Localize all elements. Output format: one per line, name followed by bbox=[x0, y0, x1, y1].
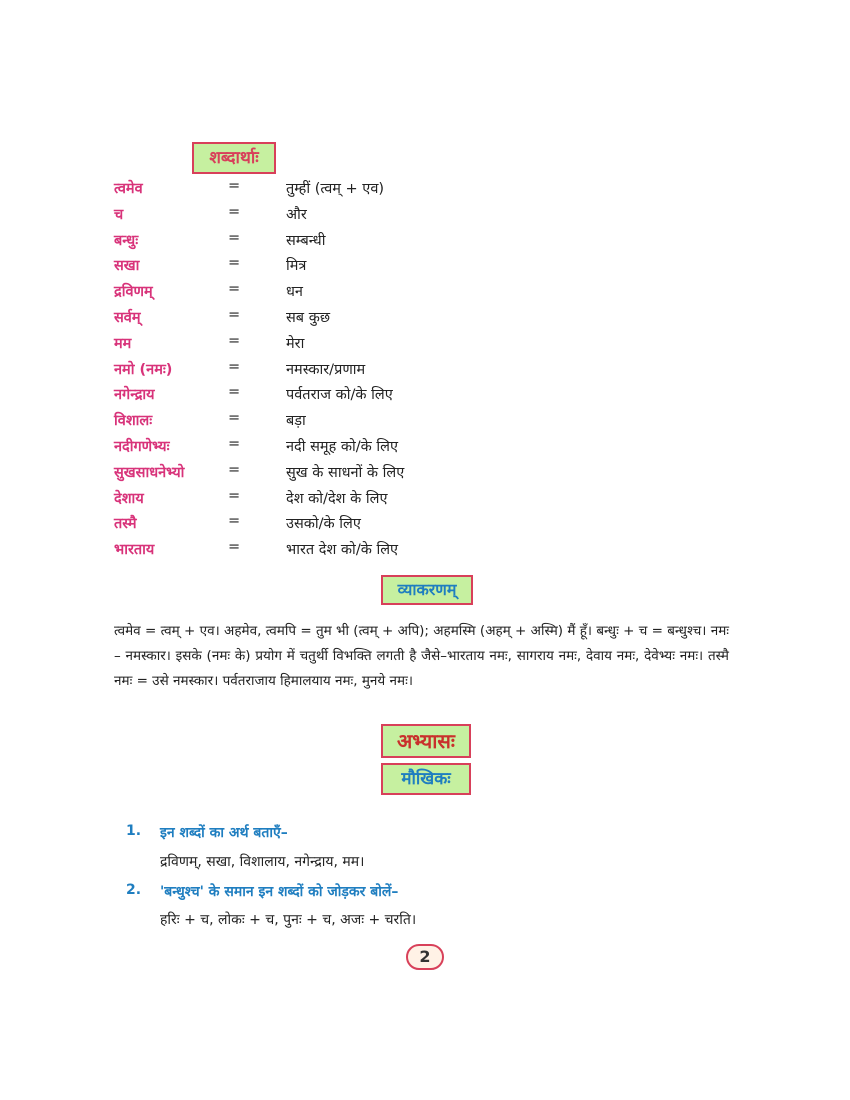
glossary-meaning: भारत देश को/के लिए bbox=[286, 542, 399, 559]
glossary-meaning: देश को/देश के लिए bbox=[286, 490, 388, 507]
glossary-word: त्वमेव bbox=[114, 181, 143, 197]
question-answer: द्रविणम्, सखा, विशालाय, नगेन्द्राय, मम। bbox=[160, 854, 365, 870]
equals-sign: = bbox=[228, 281, 241, 298]
equals-sign: = bbox=[228, 410, 241, 427]
glossary-word: बन्धुः bbox=[114, 232, 139, 249]
glossary-word: नदीगणेभ्यः bbox=[114, 438, 170, 455]
section-header-vyakaran: व्याकरणम् bbox=[381, 575, 473, 605]
glossary-word: विशालः bbox=[114, 413, 153, 430]
section-header-shabdarth: शब्दार्थाः bbox=[192, 142, 276, 174]
equals-sign: = bbox=[228, 487, 241, 504]
equals-sign: = bbox=[228, 332, 241, 349]
glossary-word: तस्मै bbox=[114, 516, 137, 533]
equals-sign: = bbox=[228, 358, 241, 375]
question-number: 1. bbox=[126, 823, 142, 839]
question-number: 2. bbox=[126, 882, 142, 898]
glossary-word: च bbox=[114, 206, 124, 223]
equals-sign: = bbox=[228, 435, 241, 452]
equals-sign: = bbox=[228, 203, 241, 220]
section-header-maukhik: मौखिकः bbox=[381, 763, 471, 795]
equals-sign: = bbox=[228, 255, 241, 272]
glossary-meaning: बड़ा bbox=[286, 413, 306, 430]
glossary-word: देशाय bbox=[114, 490, 144, 507]
glossary-word: मम bbox=[114, 335, 132, 352]
equals-sign: = bbox=[228, 178, 241, 194]
glossary-word: सखा bbox=[114, 258, 140, 275]
question-text: 'बन्धुश्च' के समान इन शब्दों को जोड़कर बोलें– bbox=[160, 884, 399, 900]
glossary-meaning: सम्बन्धी bbox=[286, 232, 326, 249]
equals-sign: = bbox=[228, 539, 241, 556]
glossary-word: सुखसाधनेभ्यो bbox=[114, 464, 185, 481]
glossary-meaning: नदी समूह को/के लिए bbox=[286, 438, 399, 455]
section-header-abhyas: अभ्यासः bbox=[381, 724, 471, 758]
question-text: इन शब्दों का अर्थ बताएँ– bbox=[160, 825, 288, 841]
glossary-meaning: नमस्कार/प्रणाम bbox=[286, 361, 366, 378]
equals-sign: = bbox=[228, 513, 241, 530]
equals-sign: = bbox=[228, 384, 241, 401]
glossary-meaning: और bbox=[286, 206, 307, 223]
glossary-meaning: सुख के साधनों के लिए bbox=[286, 464, 405, 481]
glossary-meaning: मेरा bbox=[286, 335, 305, 352]
page-number: 2 bbox=[406, 944, 444, 970]
glossary-word: नमो (नमः) bbox=[114, 361, 173, 378]
glossary-word: सर्वम् bbox=[114, 309, 141, 326]
glossary-meaning: उसको/के लिए bbox=[286, 516, 361, 533]
glossary-meaning: धन bbox=[286, 284, 303, 301]
equals-sign: = bbox=[228, 229, 241, 246]
glossary-meaning: सब कुछ bbox=[286, 309, 330, 326]
glossary-word: नगेन्द्राय bbox=[114, 387, 155, 404]
glossary-meaning: मित्र bbox=[286, 258, 307, 275]
equals-sign: = bbox=[228, 306, 241, 323]
grammar-paragraph: त्वमेव = त्वम् + एव। अहमेव, त्वमपि = तुम भी (त्वम् + अपि); अहमस्मि (अहम् + अस्मि) मैं हूँ। बन्धुः + च = बन्धुश्च। नमः – नमस्कार। इसके (नमः के) प्रयोग में चतुर्थी विभक्ति लगती है जैसे–भारताय नमः, सागराय नमः, देवाय नमः, देवेभ्यः नमः। तस्मै नमः = उसे नमस्कार। पर्वतराजाय हिमालयाय नमः, मुनये नमः। bbox=[114, 623, 729, 689]
glossary-meaning: तुम्हीं (त्वम् + एव) bbox=[286, 181, 385, 197]
glossary-meaning: पर्वतराज को/के लिए bbox=[286, 387, 393, 404]
glossary-word: द्रविणम् bbox=[114, 284, 153, 301]
question-answer: हरिः + च, लोकः + च, पुनः + च, अजः + चरति। bbox=[160, 912, 417, 928]
equals-sign: = bbox=[228, 461, 241, 478]
glossary-word: भारताय bbox=[114, 542, 155, 559]
